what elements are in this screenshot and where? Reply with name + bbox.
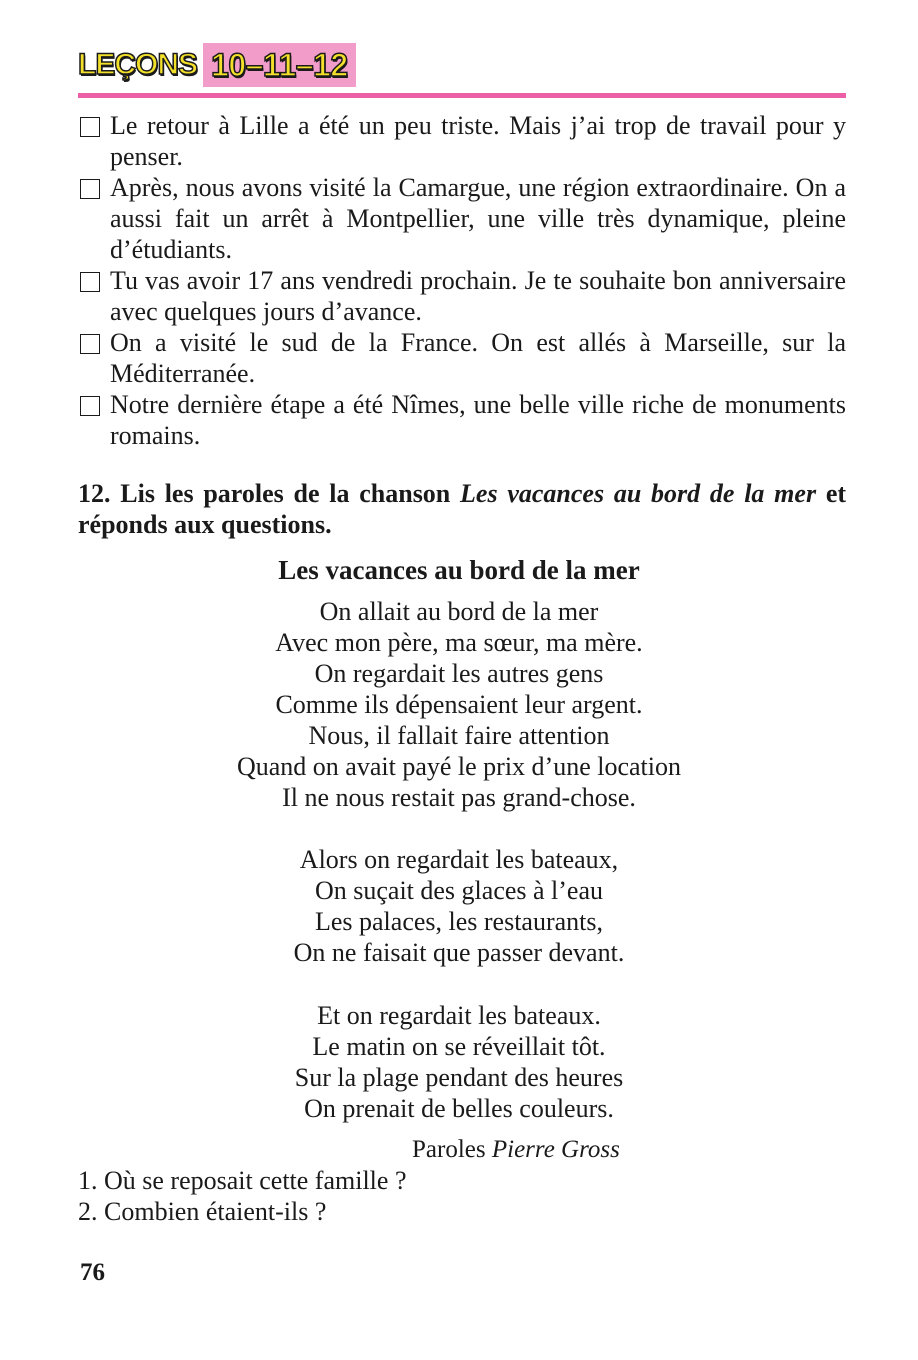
instruction-start: Lis les paroles de la chanson bbox=[120, 479, 451, 508]
song-reference: Les vacances au bord de la mer bbox=[460, 479, 817, 508]
lesson-header bbox=[78, 40, 356, 90]
song-title: Les vacances au bord de la mer bbox=[278, 555, 640, 585]
song-line: Le matin on se réveillait tôt. bbox=[312, 1032, 606, 1061]
section-label: LEÇONS bbox=[78, 48, 198, 81]
song-line: Sur la plage pendant des heures bbox=[294, 1063, 624, 1092]
list-item bbox=[78, 110, 846, 172]
checkbox[interactable] bbox=[80, 396, 100, 416]
instruction-end: et réponds aux questions. bbox=[78, 479, 847, 539]
page-number: 76 bbox=[80, 1259, 105, 1286]
credit-label: Paroles bbox=[412, 1136, 486, 1163]
question: 2. Combien étaient-ils ? bbox=[78, 1197, 327, 1226]
list-item bbox=[78, 327, 846, 389]
stanza-2 bbox=[0, 844, 918, 968]
song-line: On allait au bord de la mer bbox=[319, 597, 599, 626]
list-item bbox=[78, 389, 846, 451]
lessons-range-badge: 10–11–12 bbox=[203, 43, 356, 87]
questions-list bbox=[78, 1165, 406, 1227]
song-line: Avec mon père, ma sœur, ma mère. bbox=[275, 628, 643, 657]
song-line: On ne faisait que passer devant. bbox=[293, 938, 625, 967]
item-text: Le retour à Lille a été un peu triste. Mais j’ai trop de travail pour y penser. bbox=[110, 111, 846, 171]
song-line: Les palaces, les restaurants, bbox=[314, 907, 604, 936]
song-line: Il ne nous restait pas grand-chose. bbox=[282, 783, 636, 812]
checkbox[interactable] bbox=[80, 272, 100, 292]
checkbox[interactable] bbox=[80, 179, 100, 199]
list-item bbox=[78, 265, 846, 327]
list-item bbox=[78, 172, 846, 265]
lyrics-credit bbox=[412, 1134, 620, 1165]
checkbox[interactable] bbox=[80, 117, 100, 137]
item-text: Notre dernière étape a été Nîmes, une belle ville riche de monuments romains. bbox=[110, 390, 846, 450]
exercise-number: 12. bbox=[78, 479, 111, 508]
song-line: Quand on avait payé le prix d’une location bbox=[236, 752, 682, 781]
song-line: On suçait des glaces à l’eau bbox=[314, 876, 604, 905]
statement-list bbox=[78, 110, 846, 451]
item-text: Après, nous avons visité la Camargue, une région extraordinaire. On a aussi fait un arrêt à Montpellier, une ville très dynamique, pleine d’étudiants. bbox=[110, 173, 846, 264]
song-line: On regardait les autres gens bbox=[314, 659, 604, 688]
header-divider bbox=[78, 93, 846, 98]
stanza-1 bbox=[0, 596, 918, 813]
exercise-instruction bbox=[78, 478, 846, 540]
question: 1. Où se reposait cette famille ? bbox=[78, 1166, 407, 1195]
song-line: Comme ils dépensaient leur argent. bbox=[275, 690, 643, 719]
song-line: On prenait de belles couleurs. bbox=[304, 1094, 614, 1123]
item-text: On a visité le sud de la France. On est allés à Marseille, sur la Méditerranée. bbox=[110, 328, 846, 388]
credit-author: Pierre Gross bbox=[491, 1136, 620, 1163]
item-text: Tu vas avoir 17 ans vendredi prochain. Je te souhaite bon anniversaire avec quelques jours d’avance. bbox=[110, 266, 846, 326]
song-line: Nous, il fallait faire attention bbox=[308, 721, 610, 750]
stanza-3 bbox=[0, 1000, 918, 1124]
song-line: Alors on regardait les bateaux, bbox=[299, 845, 619, 874]
checkbox[interactable] bbox=[80, 334, 100, 354]
song-line: Et on regardait les bateaux. bbox=[317, 1001, 601, 1030]
